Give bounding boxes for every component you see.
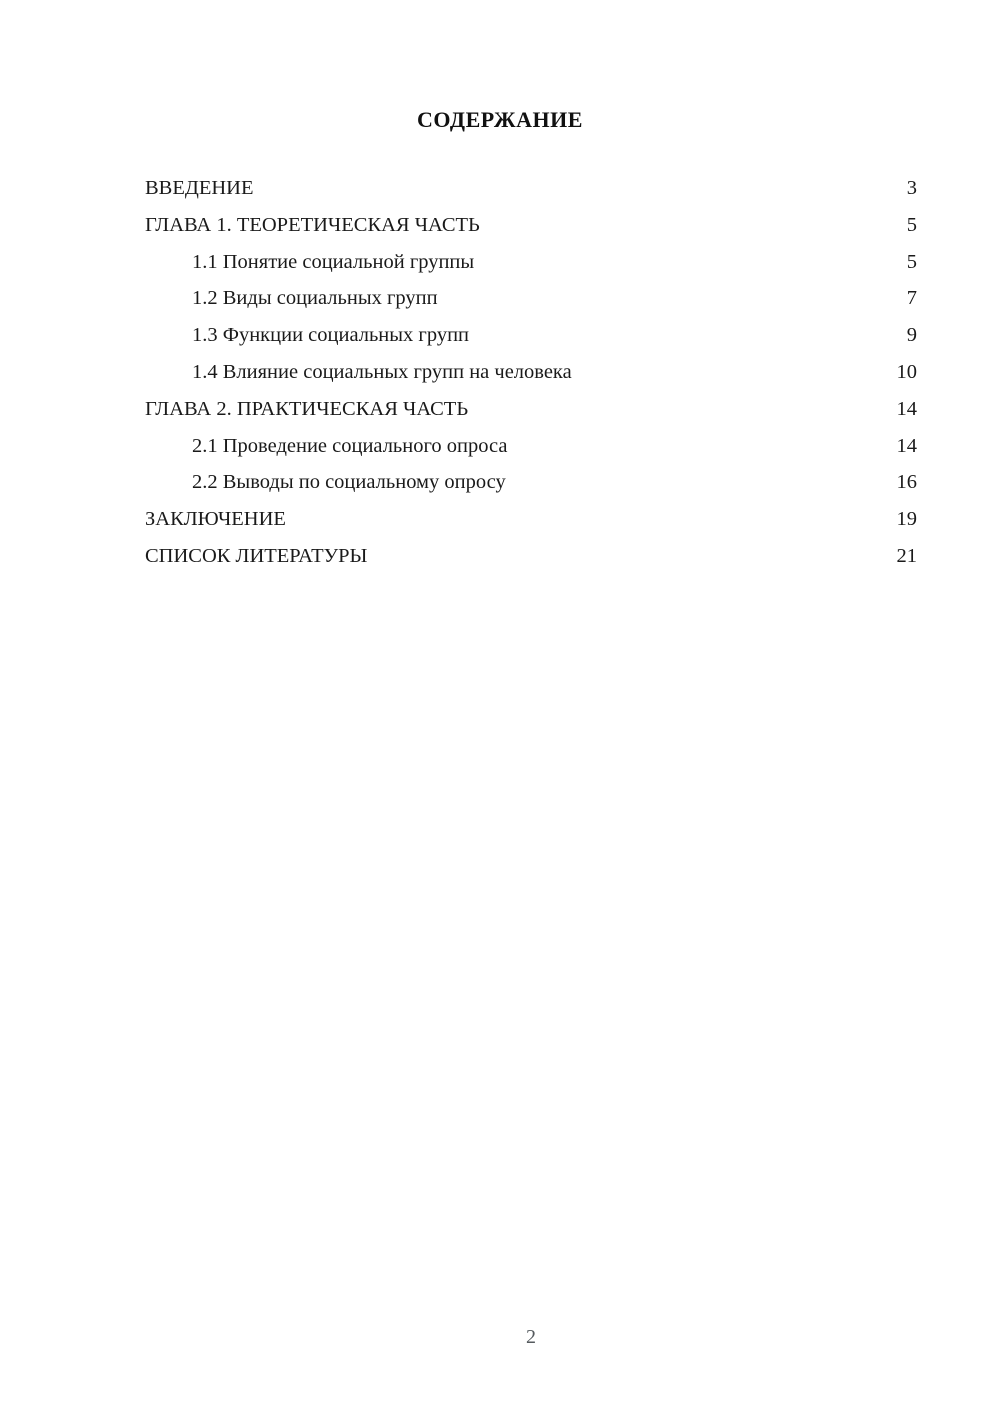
toc-entry xyxy=(145,317,917,354)
toc-entry-label: 1.3 Функции социальных групп xyxy=(192,324,470,347)
toc-entry xyxy=(145,464,917,501)
toc-entry-page-number: 21 xyxy=(896,544,917,567)
toc-entry-label: 1.1 Понятие социальной группы xyxy=(192,250,475,273)
toc-entry-label: ГЛАВА 2. ПРАКТИЧЕСКАЯ ЧАСТЬ xyxy=(145,397,469,420)
toc-entry-label: ВВЕДЕНИЕ xyxy=(145,177,254,199)
toc-entry-label: 2.2 Выводы по социальному опросу xyxy=(192,471,506,494)
toc-entry-page-number: 3 xyxy=(906,177,917,199)
toc-entry-page-number: 5 xyxy=(906,250,917,273)
toc-entry-label: 1.2 Виды социальных групп xyxy=(192,287,438,310)
toc-entry-label: 2.1 Проведение социального опроса xyxy=(192,434,508,457)
toc-entry-label: ЗАКЛЮЧЕНИЕ xyxy=(145,508,286,531)
toc-entry-page-number: 5 xyxy=(906,213,917,236)
toc-entry-label: СПИСОК ЛИТЕРАТУРЫ xyxy=(145,544,368,567)
toc-entry xyxy=(145,501,917,538)
toc-entry-page-number: 19 xyxy=(896,508,917,531)
toc-entry-page-number: 7 xyxy=(906,287,917,310)
toc-entry-page-number: 16 xyxy=(896,471,917,494)
toc-entry xyxy=(145,244,917,281)
table-of-contents xyxy=(145,170,917,575)
toc-entry xyxy=(145,280,917,317)
toc-entry-page-number: 14 xyxy=(896,397,917,420)
toc-entry-page-number: 9 xyxy=(906,324,917,347)
toc-entry xyxy=(145,354,917,391)
toc-entry-label: ГЛАВА 1. ТЕОРЕТИЧЕСКАЯ ЧАСТЬ xyxy=(145,213,480,236)
toc-entry-page-number: 14 xyxy=(896,434,917,457)
toc-entry xyxy=(145,538,917,575)
toc-entry-label: 1.4 Влияние социальных групп на человека xyxy=(192,360,572,383)
toc-entry-page-number: 10 xyxy=(896,360,917,383)
footer-page-number: 2 xyxy=(526,1326,536,1348)
page-title: СОДЕРЖАНИЕ xyxy=(417,106,583,132)
toc-entry xyxy=(145,207,917,244)
toc-entry xyxy=(145,428,917,465)
toc-entry xyxy=(145,170,917,207)
toc-entry xyxy=(145,391,917,428)
